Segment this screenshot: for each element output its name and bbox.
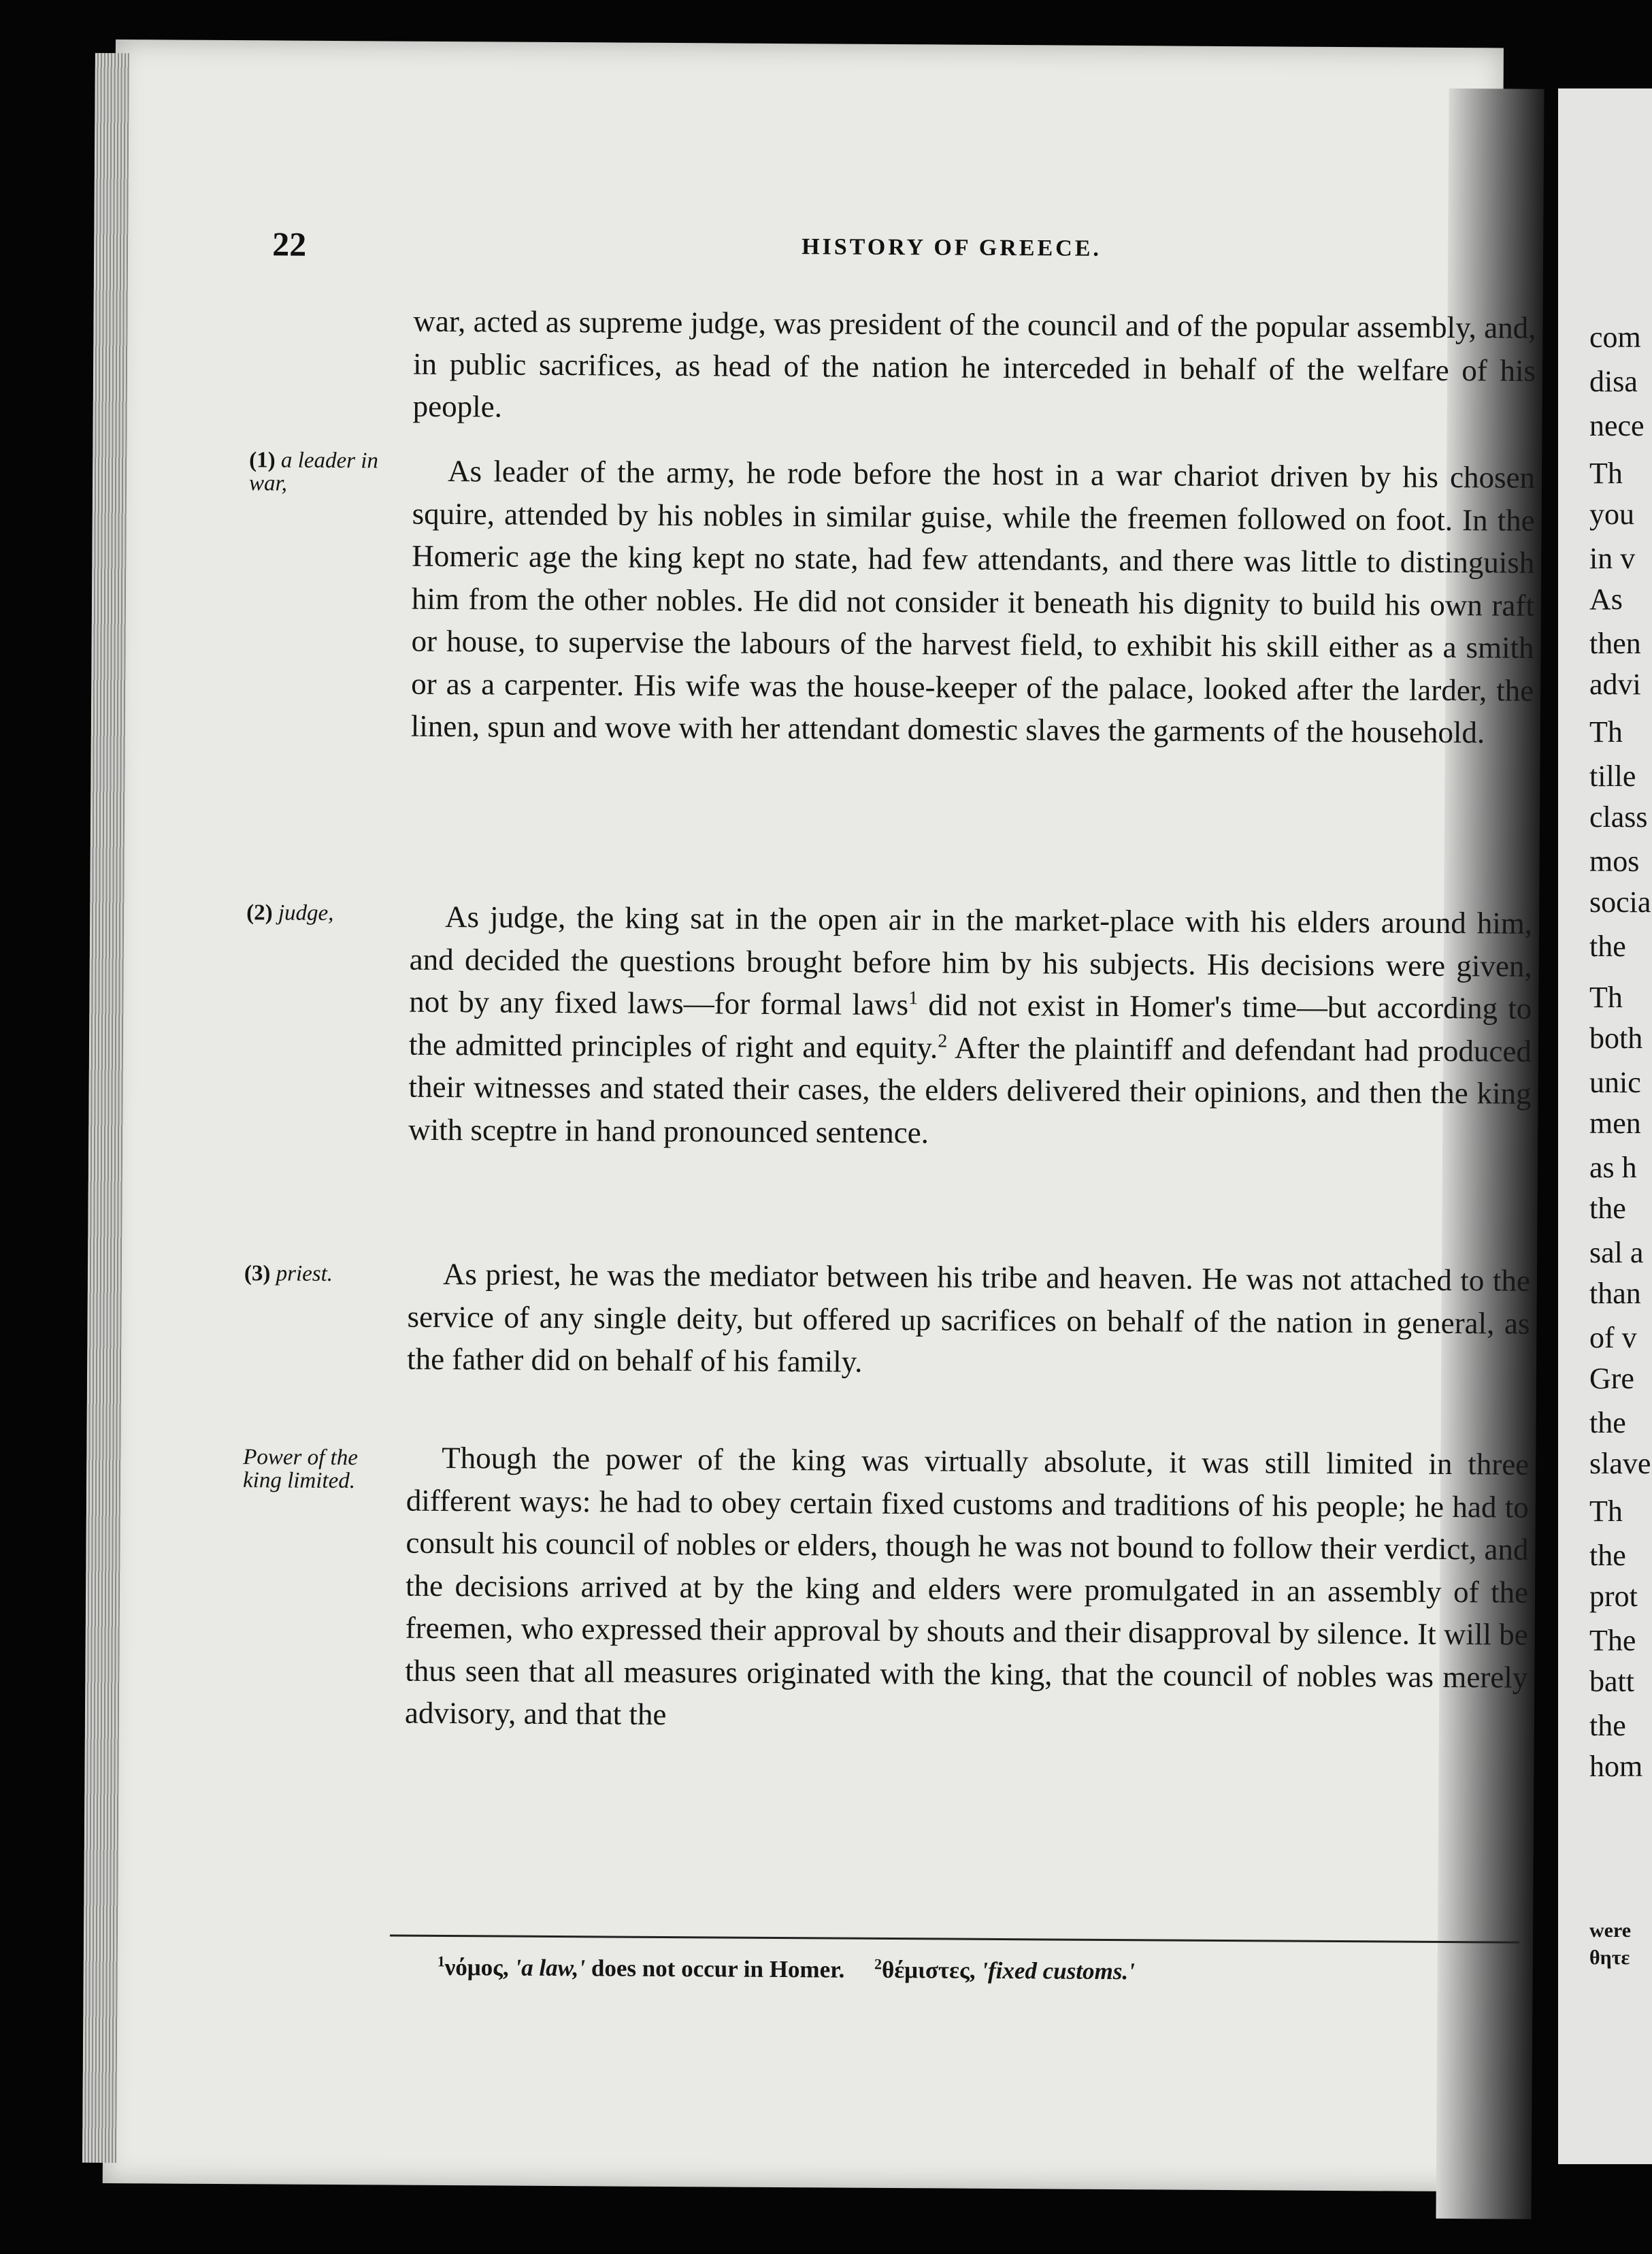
facing-page-fragment: of v [1589,1321,1637,1354]
paragraph-leader [411,450,1536,755]
margin-note-leader: (1) a leader in war, [248,448,379,496]
paragraph: Though the power of the king was virtually absolute, it was still limited in three different ways: he had to obey certain fixed customs and traditions of his people; he had to consult his council of nobles or elders, though he was not bound to follow their verdict, and the decisions arrived at by the king and elders were promulgated in an assembly of the freemen, who expressed their approval by shouts and their disapproval by silence. It will be thus seen that all measures originated with the king, that the council of nobles was merely advisory, and that the [404,1440,1530,1731]
facing-page-fragment: prot [1589,1580,1638,1613]
facing-page-fragment: slave [1589,1447,1651,1480]
page-header [114,223,1502,279]
facing-page-fragment: Th [1589,457,1623,490]
facing-page-fragment: Gre [1589,1362,1634,1395]
facing-page-fragment: batt [1589,1665,1634,1698]
book-page [103,39,1536,2191]
paragraph-judge [408,896,1532,1158]
facing-page-fragment: Th [1589,981,1623,1014]
facing-page-footnote-fragment: θητε [1589,1946,1630,1969]
facing-page-fragment: hom [1589,1750,1643,1783]
margin-note-priest: (3) priest. [244,1261,333,1286]
paragraph-power [405,1437,1530,1742]
facing-page-fragment: than [1589,1277,1641,1310]
facing-page-fragment: in v [1589,542,1636,575]
facing-page-fragment: you [1589,497,1634,531]
paragraph: As judge, the king sat in the open air in the market-place with his elders around him, and decided the questions brought before him by his subjects. His decisions were given, not by any fixed laws—for formal laws$^1$ did not exist in Homer's time—but according to the admitted principles of right and equity.$^2$ After the plaintiff and defendant had produced their witnesses and stated their cases, the elders delivered their opinions, and then the king with sceptre in hand pronounced sentence. [408,899,1533,1149]
facing-page-fragment: Th [1589,1494,1623,1528]
running-head: HISTORY OF GREECE. [802,234,1102,261]
facing-page-fragment: nece [1589,409,1645,442]
facing-page-fragment: the [1589,1192,1626,1225]
footnote-greek-2: θέμιστες, [881,1956,976,1984]
facing-page-fragment: tille [1589,760,1636,793]
page-number: 22 [271,225,307,263]
facing-page-fragment: class [1589,800,1648,834]
paragraph: As leader of the army, he rode before the host in a war chariot driven by his chosen squire, attended by his nobles in similar guise, while the freemen followed on foot. In the Homeric age the king kept no state, had few attendants, and there was little to distinguish him from the other nobles. He did not consider it beneath his dignity to build his own raft or house, to supervise the labours of the harvest field, to exhibit his skill either as a smith or as a carpenter. His wife was the house-keeper of the palace, looked after the larder, the linen, spun and wove with her attendant domestic slaves the garments of the household. [410,453,1536,750]
facing-page-fragment: As [1589,583,1623,616]
footnotes: $^1$νόμος, 'a law,' does not occur in Homer. $^2$θέμιστες, 'fixed customs.' [437,1953,1136,1985]
facing-page-fragment: Th [1589,715,1623,749]
facing-page-fragment: the [1589,930,1626,963]
facing-page-fragment: as h [1589,1151,1637,1184]
margin-note-judge: (2) judge, [246,900,334,926]
footnote-ref-2[interactable]: 2 [938,1030,948,1051]
facing-page-fragment: disa [1589,365,1638,398]
facing-page-fragment: men [1589,1107,1641,1140]
paragraph-priest [407,1253,1530,1388]
page-edges [82,53,129,2163]
paragraph-continuation [413,300,1536,435]
footnote-divider [390,1935,1519,1944]
facing-page-fragment: the [1589,1406,1626,1439]
facing-page-fragment: com [1589,321,1641,354]
facing-page [1558,88,1652,2164]
facing-page-fragment: the [1589,1709,1626,1742]
facing-page-fragment: unic [1589,1066,1641,1099]
paragraph: war, acted as supreme judge, was president of the council and of the popular assembly, and, in public sacrifices, as head of the nation he interceded in behalf of the welfare of his people. [412,304,1536,424]
facing-page-footnote-fragment: were [1589,1919,1632,1942]
facing-page-fragment: sal a [1589,1236,1644,1269]
facing-page-fragment: both [1589,1022,1643,1055]
facing-page-fragment: socia [1589,885,1651,919]
footnote-greek-1: νόμος, [444,1954,509,1981]
facing-page-fragment: The [1589,1624,1636,1657]
facing-page-fragment: then [1589,627,1641,660]
paragraph: As priest, he was the mediator between his tribe and heaven. He was not attached to the service of any single deity, but offered up sacrifices on behalf of the nation in general, as the father did on behalf of his family. [407,1256,1531,1379]
footnote-ref-1[interactable]: 1 [908,987,919,1009]
facing-page-fragment: mos [1589,845,1640,878]
facing-page-fragment: advi [1589,668,1641,701]
margin-note-power: Power of the king limited. [242,1445,359,1494]
facing-page-fragment: the [1589,1539,1626,1572]
